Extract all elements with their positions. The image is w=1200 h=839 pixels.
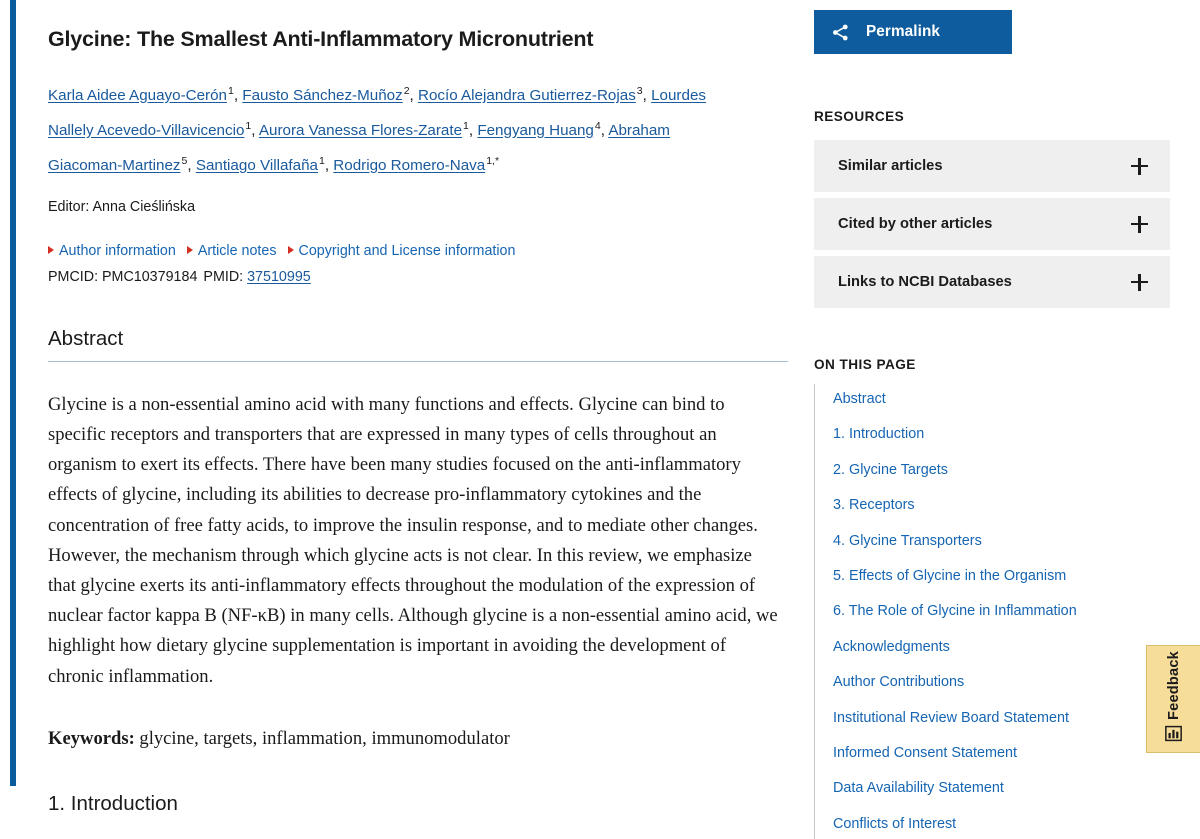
author-affiliation-marker: 1 — [244, 120, 251, 132]
disclosure-label: Article notes — [198, 243, 277, 259]
keywords-block — [48, 724, 788, 754]
disclosure-link[interactable] — [288, 243, 516, 259]
triangle-right-icon — [288, 246, 294, 254]
plus-icon[interactable] — [1131, 274, 1148, 291]
author-separator: , — [251, 122, 259, 139]
author-separator: , — [234, 87, 242, 104]
toc-item[interactable]: 2. Glycine Targets — [815, 463, 1186, 477]
page-title: Glycine: The Smallest Anti-Inflammatory Micronutrient — [48, 26, 788, 54]
author-affiliation-marker: 1 — [462, 120, 469, 132]
feedback-tab[interactable] — [1146, 645, 1200, 753]
triangle-right-icon — [187, 246, 193, 254]
author-link[interactable]: Fengyang Huang — [477, 122, 594, 139]
author-separator: , — [410, 87, 418, 104]
toc-item[interactable]: Informed Consent Statement — [815, 746, 1186, 760]
toc-item[interactable]: Institutional Review Board Statement — [815, 711, 1186, 725]
sidebar — [814, 0, 1186, 839]
abstract-heading: Abstract — [48, 327, 788, 362]
on-this-page-heading: ON THIS PAGE — [814, 357, 1186, 372]
accordion-label: Cited by other articles — [838, 216, 992, 232]
toc-item[interactable]: Author Contributions — [815, 675, 1186, 689]
author-link[interactable]: Santiago Villafaña — [196, 157, 318, 174]
author-affiliation-marker: 2 — [403, 85, 410, 97]
author-affiliation-marker: 5 — [181, 155, 188, 167]
author-link[interactable]: Rocío Alejandra Gutierrez-Rojas — [418, 87, 636, 104]
feedback-label: Feedback — [1166, 651, 1182, 720]
pmid-label: PMID: — [203, 269, 243, 285]
plus-icon[interactable] — [1131, 158, 1148, 175]
toc-item[interactable]: Conflicts of Interest — [815, 817, 1186, 831]
disclosure-links-row — [48, 243, 788, 259]
permalink-button[interactable] — [814, 10, 1012, 54]
toc-item[interactable]: 1. Introduction — [815, 427, 1186, 441]
accordion-label: Links to NCBI Databases — [838, 274, 1012, 290]
toc-item[interactable]: Acknowledgments — [815, 640, 1186, 654]
pmid-link[interactable]: 37510995 — [247, 269, 311, 285]
author-affiliation-marker: 4 — [594, 120, 601, 132]
author-link[interactable]: Fausto Sánchez-Muñoz — [242, 87, 402, 104]
author-separator: , — [643, 87, 651, 104]
keywords-label: Keywords: — [48, 728, 135, 749]
toc-item[interactable]: 6. The Role of Glycine in Inflammation — [815, 604, 1186, 618]
permalink-label: Permalink — [866, 23, 940, 41]
author-separator: , — [325, 157, 333, 174]
author-link[interactable]: Rodrigo Romero-Nava — [333, 157, 485, 174]
toc-item[interactable]: 5. Effects of Glycine in the Organism — [815, 569, 1186, 583]
disclosure-label: Copyright and License information — [299, 243, 516, 259]
keywords-value: glycine, targets, inflammation, immunomodulator — [139, 728, 509, 749]
author-separator: , — [187, 157, 195, 174]
toc-item[interactable]: Data Availability Statement — [815, 781, 1186, 795]
author-separator: , — [469, 122, 477, 139]
disclosure-link[interactable] — [48, 243, 176, 259]
triangle-right-icon — [48, 246, 54, 254]
toc-item[interactable]: 3. Receptors — [815, 498, 1186, 512]
author-link[interactable]: Abraham Giacoman-Martinez — [48, 122, 670, 174]
author-link[interactable]: Karla Aidee Aguayo-Cerón — [48, 87, 227, 104]
pmcid-label: PMCID: PMC10379184 — [48, 269, 197, 285]
bar-chart-icon — [1165, 725, 1182, 747]
accordion-label: Similar articles — [838, 158, 943, 174]
author-list — [48, 76, 748, 181]
table-of-contents — [814, 384, 1186, 839]
disclosure-label: Author information — [59, 243, 176, 259]
article-main-column — [48, 0, 788, 816]
author-affiliation-marker: 3 — [636, 85, 643, 97]
author-affiliation-marker: 1,* — [485, 155, 499, 167]
accordion-item[interactable] — [814, 140, 1170, 192]
resources-heading: RESOURCES — [814, 109, 1186, 124]
introduction-heading: 1. Introduction — [48, 792, 788, 816]
plus-icon[interactable] — [1131, 216, 1148, 233]
disclosure-link[interactable] — [187, 243, 277, 259]
share-icon — [814, 23, 866, 42]
author-link[interactable]: Aurora Vanessa Flores-Zarate — [259, 122, 462, 139]
editor-line: Editor: Anna Cieślińska — [48, 199, 788, 215]
abstract-body: Glycine is a non-essential amino acid with many functions and effects. Glycine can bind to specific receptors and transporters that are expressed in many types of cells throughout an organism to exert its effects. There have been many studies focused on the anti-inflammatory effects of glycine, including its abilities to decrease pro-inflammatory cytokines and the concentration of free fatty acids, to improve the insulin response, and to mediate other changes. However, the mechanism through which glycine acts is not clear. In this review, we emphasize that glycine exerts its anti-inflammatory effects throughout the modulation of the expression of nuclear factor kappa B (NF-κB) in many cells. Although glycine is a non-essential amino acid, we highlight how dietary glycine supplementation is important in avoiding the development of chronic inflammation. — [48, 390, 784, 692]
accordion-item[interactable] — [814, 198, 1170, 250]
author-separator: , — [601, 122, 609, 139]
author-link[interactable]: Lourdes Nallely Acevedo-Villavicencio — [48, 87, 706, 139]
resources-accordion — [814, 140, 1170, 308]
accordion-item[interactable] — [814, 256, 1170, 308]
article-identifiers — [48, 269, 788, 285]
toc-item[interactable]: 4. Glycine Transporters — [815, 534, 1186, 548]
author-affiliation-marker: 1 — [318, 155, 325, 167]
toc-item[interactable]: Abstract — [815, 392, 1186, 406]
author-affiliation-marker: 1 — [227, 85, 234, 97]
